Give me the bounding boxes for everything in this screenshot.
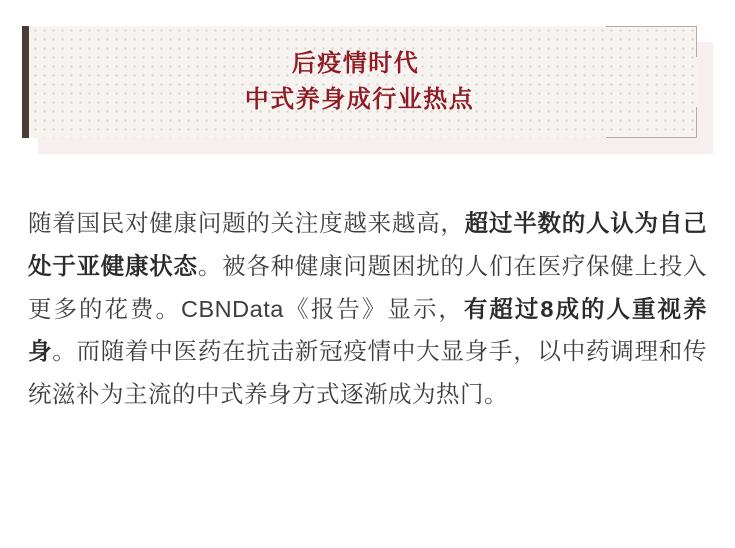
body-section xyxy=(28,202,707,416)
page-title-line-2: 中式养身成行业热点 xyxy=(244,86,475,113)
body-text-run: 随着国民对健康问题的关注度越来越高， xyxy=(28,210,465,236)
header-banner xyxy=(22,26,713,138)
body-text-emphasis: 有超过8成的人重视养身 xyxy=(28,295,707,365)
body-text-run: 。而随着中医药在抗击新冠疫情中大显身手，以中药调理和传统滋补为主流的中式养身方式逐渐成为热门。 xyxy=(28,338,708,408)
page-title-line-1: 后疫情时代 xyxy=(291,50,420,78)
body-text-emphasis: 超过半数的人认为自己处于亚健康状态 xyxy=(28,210,708,279)
body-text-run: 。被各种健康问题困扰的人们在医疗保健上投入更多的花费。CBNData《报告》显示， xyxy=(28,252,708,322)
document-page xyxy=(0,26,735,548)
body-paragraph xyxy=(28,202,707,416)
header-title-group xyxy=(22,26,697,138)
